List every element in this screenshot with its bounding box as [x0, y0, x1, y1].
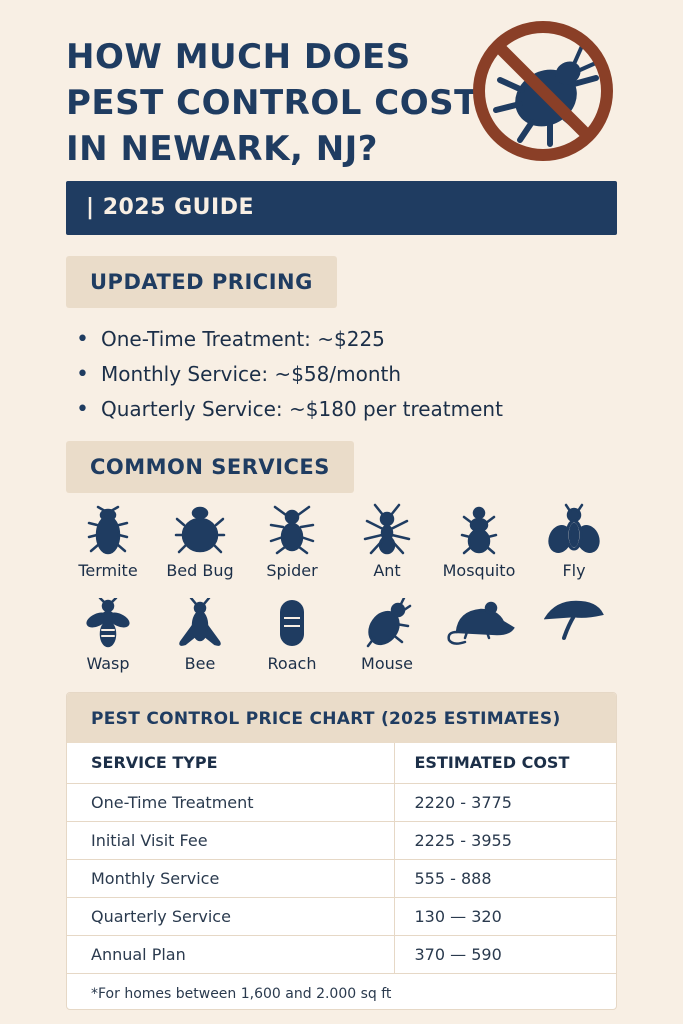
cost-cell: 2225 - 3955 — [394, 821, 616, 859]
table-row — [67, 935, 616, 973]
wasp-icon — [83, 598, 133, 648]
pest-bee — [152, 598, 248, 673]
pest-termite — [60, 503, 156, 580]
table-header-row — [67, 743, 616, 783]
pest-label: Fly — [562, 561, 586, 580]
column-header-service: SERVICE TYPE — [67, 743, 394, 783]
roach-icon — [267, 598, 317, 648]
page-title — [66, 34, 486, 172]
pest-bed-bug — [152, 503, 248, 580]
updated-pricing-heading: UPDATED PRICING — [66, 256, 337, 308]
pest-roach — [244, 598, 340, 673]
footnote: *For homes between 1,600 and 2.000 sq ft — [91, 985, 392, 1002]
cost-cell: 130 — 320 — [394, 897, 616, 935]
title-line-3: IN NEWARK, NJ? — [66, 129, 379, 169]
service-cell: Quarterly Service — [67, 897, 394, 935]
bee-icon — [175, 598, 225, 648]
common-services-heading: COMMON SERVICES — [66, 441, 354, 493]
pest-label: Bee — [184, 654, 216, 673]
title-line-1: HOW MUCH DOES — [66, 37, 411, 77]
pest-mosquito — [431, 503, 527, 580]
mouse-icon — [362, 598, 412, 648]
table-row — [67, 783, 616, 821]
guide-banner: | 2025 GUIDE — [66, 181, 617, 235]
service-cell: Initial Visit Fee — [67, 821, 394, 859]
price-table — [67, 743, 616, 974]
pest-label: Spider — [266, 561, 318, 580]
table-row — [67, 821, 616, 859]
pest-label: Roach — [267, 654, 317, 673]
pest-label: Ant — [373, 561, 401, 580]
pest-label: Wasp — [86, 654, 130, 673]
pest-rat — [431, 598, 527, 654]
bug-prohibited-icon — [470, 18, 616, 164]
pest-mushroom — [526, 598, 622, 654]
pest-label: Bed Bug — [166, 561, 234, 580]
bed-bug-icon — [174, 503, 226, 555]
termite-icon — [83, 503, 133, 555]
mosquito-icon — [454, 503, 504, 555]
pest-spider — [244, 503, 340, 580]
pest-ant — [339, 503, 435, 580]
pricing-list — [76, 322, 503, 427]
pest-fly — [526, 503, 622, 580]
cost-cell: 370 — 590 — [394, 935, 616, 973]
title-line-2: PEST CONTROL COST — [66, 83, 478, 123]
price-chart-heading: PEST CONTROL PRICE CHART (2025 ESTIMATES) — [67, 693, 616, 743]
pricing-item: • Monthly Service: ~$58/month — [76, 357, 503, 392]
pest-label: Mosquito — [442, 561, 516, 580]
service-cell: Monthly Service — [67, 859, 394, 897]
column-header-cost: ESTIMATED COST — [394, 743, 616, 783]
table-row — [67, 897, 616, 935]
pest-wasp — [60, 598, 156, 673]
table-row — [67, 859, 616, 897]
pest-label: Termite — [78, 561, 138, 580]
spider-icon — [267, 503, 317, 555]
pest-mouse — [339, 598, 435, 673]
service-cell: One-Time Treatment — [67, 783, 394, 821]
cost-cell: 2220 - 3775 — [394, 783, 616, 821]
pricing-item: • Quarterly Service: ~$180 per treatment — [76, 392, 503, 427]
rat-icon — [443, 598, 515, 648]
price-chart-card — [66, 692, 617, 1010]
fly-icon — [548, 503, 600, 555]
pricing-item: • One-Time Treatment: ~$225 — [76, 322, 503, 357]
service-cell: Annual Plan — [67, 935, 394, 973]
ant-icon — [361, 503, 413, 555]
pest-label: Mouse — [361, 654, 413, 673]
cost-cell: 555 - 888 — [394, 859, 616, 897]
mushroom-icon — [544, 598, 604, 648]
